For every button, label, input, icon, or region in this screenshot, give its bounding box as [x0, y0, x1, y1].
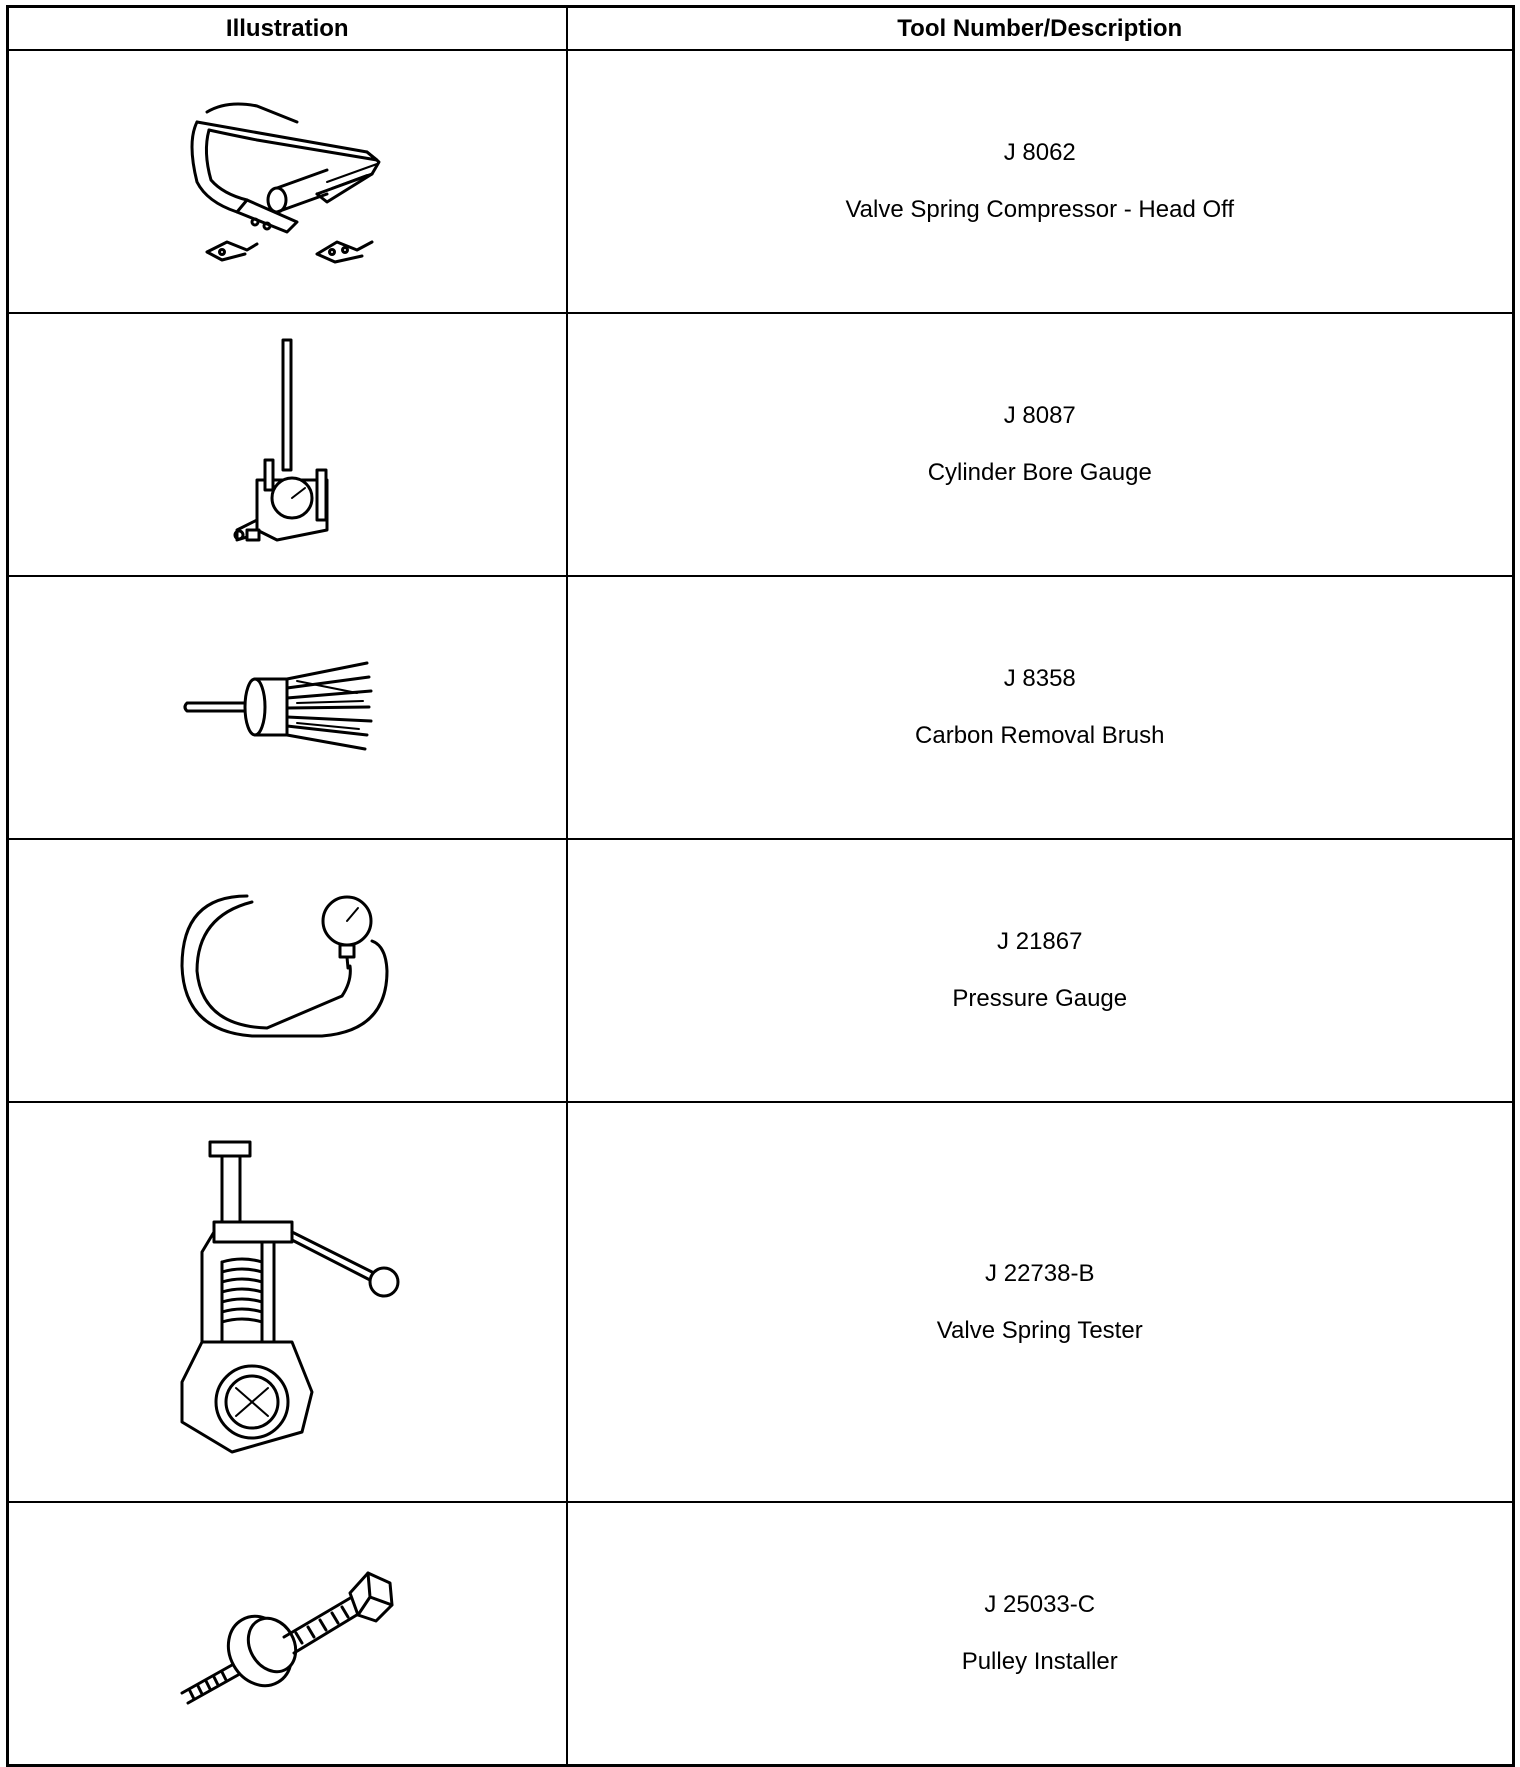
tool-description: Valve Spring Tester [936, 1316, 1143, 1344]
illustration-cell [8, 576, 567, 839]
tool-description: Carbon Removal Brush [915, 722, 1165, 749]
valve-spring-tester-drawing [162, 1132, 412, 1472]
tool-description-cell [567, 1102, 1514, 1502]
tool-description: Pulley Installer [961, 1647, 1118, 1675]
tool-description: Pressure Gauge [952, 985, 1128, 1012]
illustration-cell [8, 313, 567, 576]
table-row [8, 576, 1514, 839]
tool-description-cell [567, 50, 1514, 313]
table-row [8, 1502, 1514, 1765]
valve-spring-compressor-drawing [167, 82, 407, 282]
illustration-cell [8, 839, 567, 1102]
tool-description: Cylinder Bore Gauge [927, 459, 1152, 486]
tool-number: J 25033-C [984, 1590, 1096, 1618]
tool-description-cell [567, 313, 1514, 576]
tool-number: J 21867 [997, 928, 1083, 955]
tool-number: J 8087 [1003, 402, 1076, 429]
cylinder-bore-gauge-drawing [217, 330, 357, 560]
illustration-header: Illustration [8, 7, 567, 51]
tool-number: J 22738-B [985, 1259, 1095, 1287]
carbon-removal-brush-drawing [177, 653, 397, 763]
tool-description-cell [567, 576, 1514, 839]
pulley-installer-drawing [172, 1553, 402, 1713]
header-row [8, 7, 1514, 51]
illustration-cell [8, 1102, 567, 1502]
table-row [8, 1102, 1514, 1502]
tool-header: Tool Number/Description [567, 7, 1514, 51]
table-row [8, 313, 1514, 576]
pressure-gauge-drawing [172, 886, 402, 1056]
table-row [8, 50, 1514, 313]
tool-description-cell [567, 1502, 1514, 1765]
illustration-cell [8, 1502, 567, 1765]
tool-description: Valve Spring Compressor - Head Off [845, 196, 1235, 223]
illustration-cell [8, 50, 567, 313]
table-row [8, 839, 1514, 1102]
tool-description-cell [567, 839, 1514, 1102]
tool-number: J 8062 [1003, 139, 1076, 166]
tool-number: J 8358 [1003, 665, 1076, 692]
special-tools-table [6, 5, 1515, 1767]
